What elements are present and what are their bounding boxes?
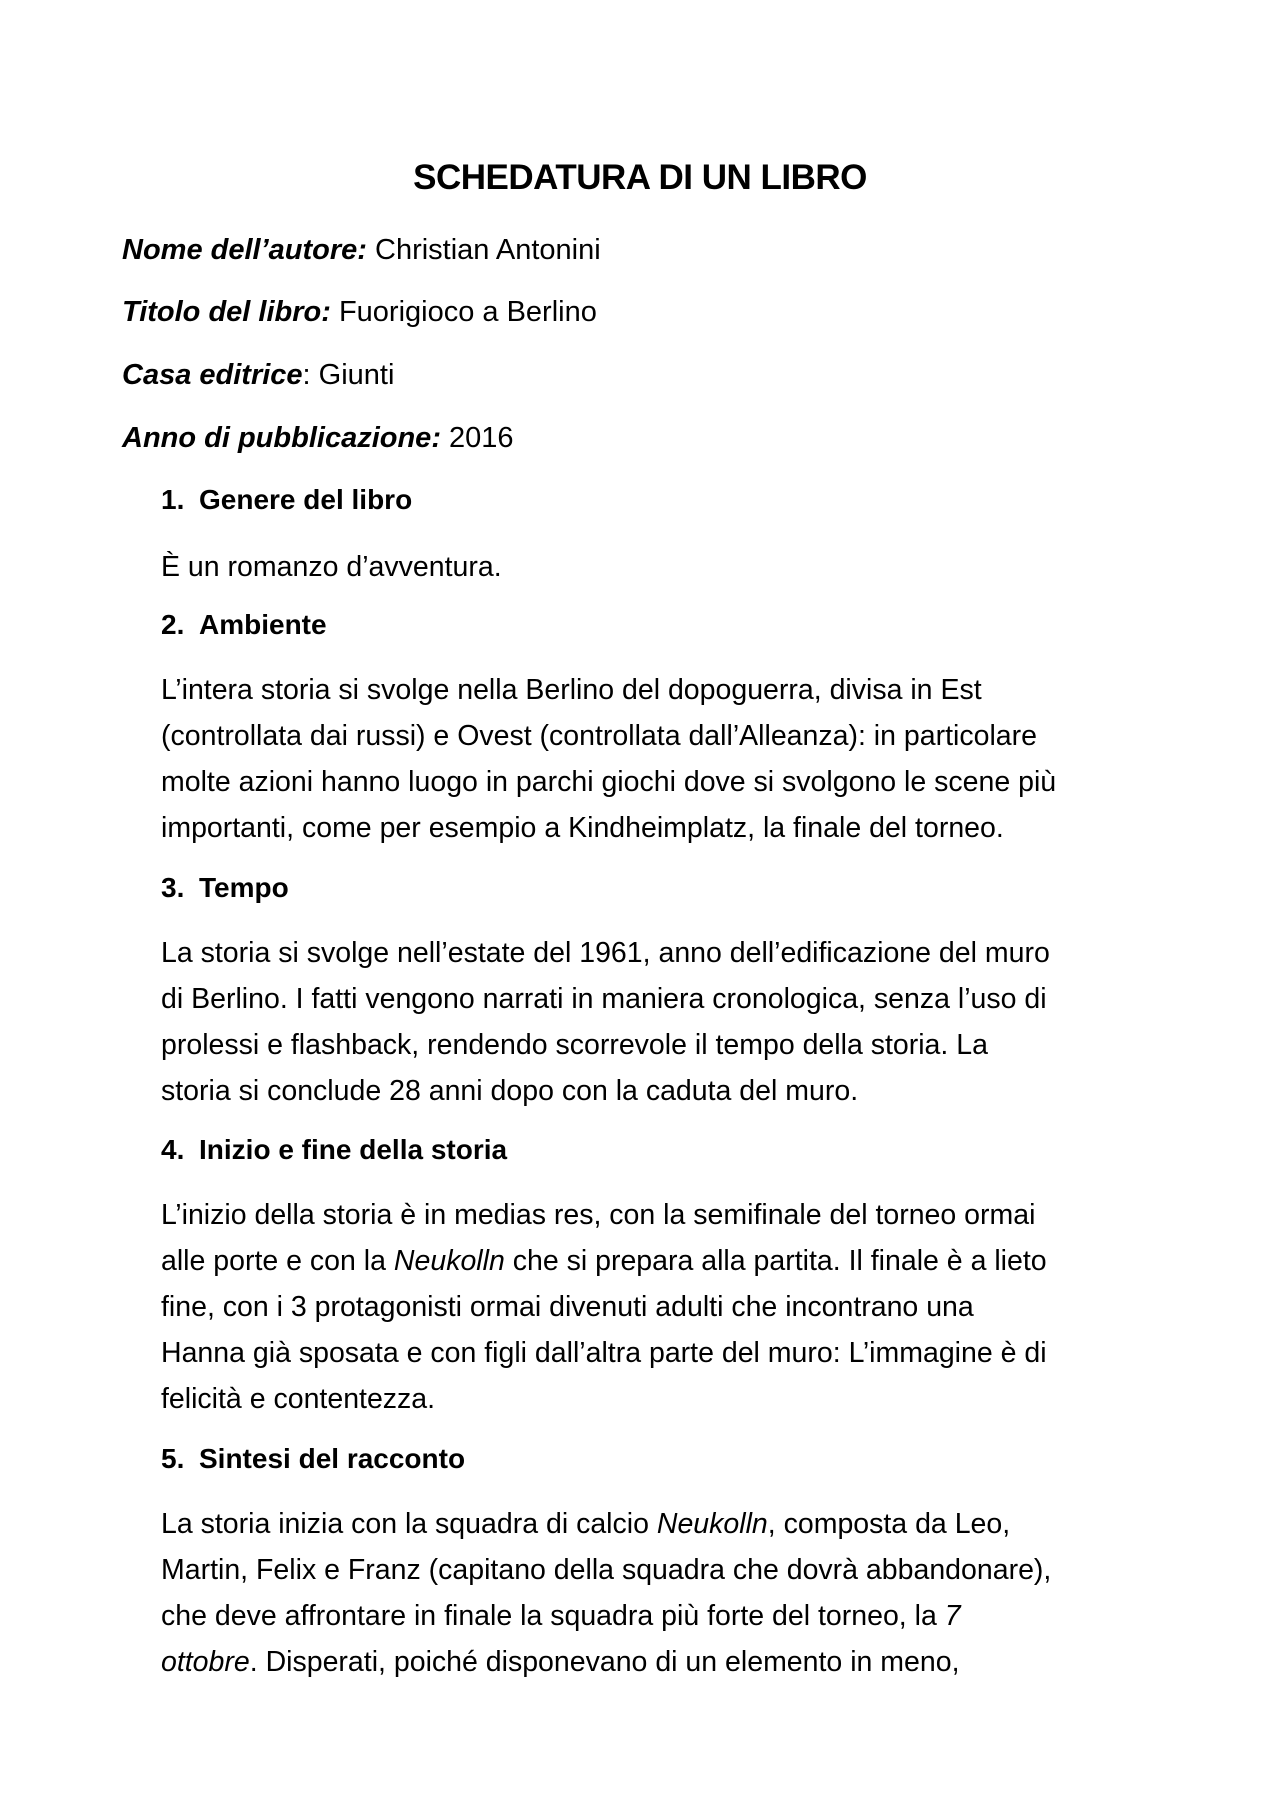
section-3-heading	[161, 872, 289, 904]
meta-publisher-label: Casa editrice	[122, 359, 303, 391]
meta-title-value: Fuorigioco a Berlino	[330, 296, 597, 328]
section-4-line: fine, con i 3 protagonisti ormai divenuti adulti che incontrano una	[161, 1291, 974, 1323]
meta-year-label: Anno di pubblicazione:	[122, 422, 441, 454]
section-2-line: molte azioni hanno luogo in parchi giochi dove si svolgono le scene più	[161, 766, 1057, 798]
section-2-heading	[161, 609, 327, 641]
section-1-heading	[161, 484, 412, 516]
meta-year-value: 2016	[440, 422, 514, 454]
section-1-text	[161, 544, 1161, 590]
section-5-heading	[161, 1443, 465, 1475]
section-1-line: È un romanzo d’avventura.	[161, 551, 502, 583]
meta-publisher-value: : Giunti	[302, 359, 395, 391]
section-2-number: 2.	[161, 609, 185, 640]
section-5-line-part: che deve affrontare in finale la squadra più forte del torneo, la	[161, 1600, 945, 1632]
section-5-line-part: La storia inizia con la squadra di calcio	[161, 1508, 657, 1540]
section-5-line	[161, 1639, 1161, 1685]
section-4-line-part: alle porte e con la	[161, 1245, 394, 1277]
meta-author-value: Christian Antonini	[366, 234, 601, 266]
section-5-line-part: . Disperati, poiché disponevano di un elemento in meno,	[249, 1646, 960, 1678]
section-3-line: La storia si svolge nell’estate del 1961, anno dell’edificazione del muro	[161, 937, 1050, 969]
section-3-number: 3.	[161, 872, 185, 903]
section-4-line: Hanna già sposata e con figli dall’altra parte del muro: L’immagine è di	[161, 1337, 1047, 1369]
section-3-line: prolessi e flashback, rendendo scorrevole il tempo della storia. La	[161, 1029, 988, 1061]
section-2-line: importanti, come per esempio a Kindheimplatz, la finale del torneo.	[161, 812, 1004, 844]
section-2-title: Ambiente	[199, 609, 327, 640]
section-5-line-part: , composta da Leo,	[767, 1508, 1011, 1540]
section-5-number: 5.	[161, 1443, 185, 1474]
section-2-line: L’intera storia si svolge nella Berlino del dopoguerra, divisa in Est	[161, 674, 982, 706]
section-5-line: Martin, Felix e Franz (capitano della squadra che dovrà abbandonare),	[161, 1554, 1052, 1586]
section-1-title: Genere del libro	[199, 484, 413, 515]
section-4-title: Inizio e fine della storia	[199, 1134, 508, 1165]
team-name-7-ottobre-part: 7	[944, 1600, 961, 1632]
section-3-line: di Berlino. I fatti vengono narrati in maniera cronologica, senza l’uso di	[161, 983, 1047, 1015]
team-name-7-ottobre-part: ottobre	[161, 1646, 250, 1678]
section-4-text	[161, 1192, 1161, 1422]
section-2-text	[161, 667, 1161, 851]
meta-author-label: Nome dell’autore:	[122, 234, 367, 266]
meta-publisher	[122, 359, 394, 392]
meta-year	[122, 422, 514, 455]
section-4-line-part: che si prepara alla partita. Il finale è a lieto	[504, 1245, 1047, 1277]
meta-title	[122, 296, 597, 329]
section-3-line: storia si conclude 28 anni dopo con la caduta del muro.	[161, 1075, 859, 1107]
meta-title-label: Titolo del libro:	[122, 296, 331, 328]
document-title: SCHEDATURA DI UN LIBRO	[413, 158, 867, 197]
section-5-text	[161, 1501, 1161, 1685]
section-1-number: 1.	[161, 484, 185, 515]
team-name-neukolln: Neukolln	[656, 1508, 768, 1540]
section-3-title: Tempo	[199, 872, 289, 903]
team-name-neukolln: Neukolln	[393, 1245, 505, 1277]
section-4-number: 4.	[161, 1134, 185, 1165]
section-2-line: (controllata dai russi) e Ovest (controllata dall’Alleanza): in particolare	[161, 720, 1037, 752]
section-5-title: Sintesi del racconto	[199, 1443, 466, 1474]
section-5-line	[161, 1501, 1161, 1547]
section-3-text	[161, 930, 1161, 1114]
section-4-line	[161, 1238, 1161, 1284]
section-4-line: L’inizio della storia è in medias res, con la semifinale del torneo ormai	[161, 1199, 1036, 1231]
section-4-heading	[161, 1134, 507, 1166]
meta-author	[122, 234, 601, 267]
section-5-line	[161, 1593, 1161, 1639]
section-4-line: felicità e contentezza.	[161, 1383, 436, 1415]
